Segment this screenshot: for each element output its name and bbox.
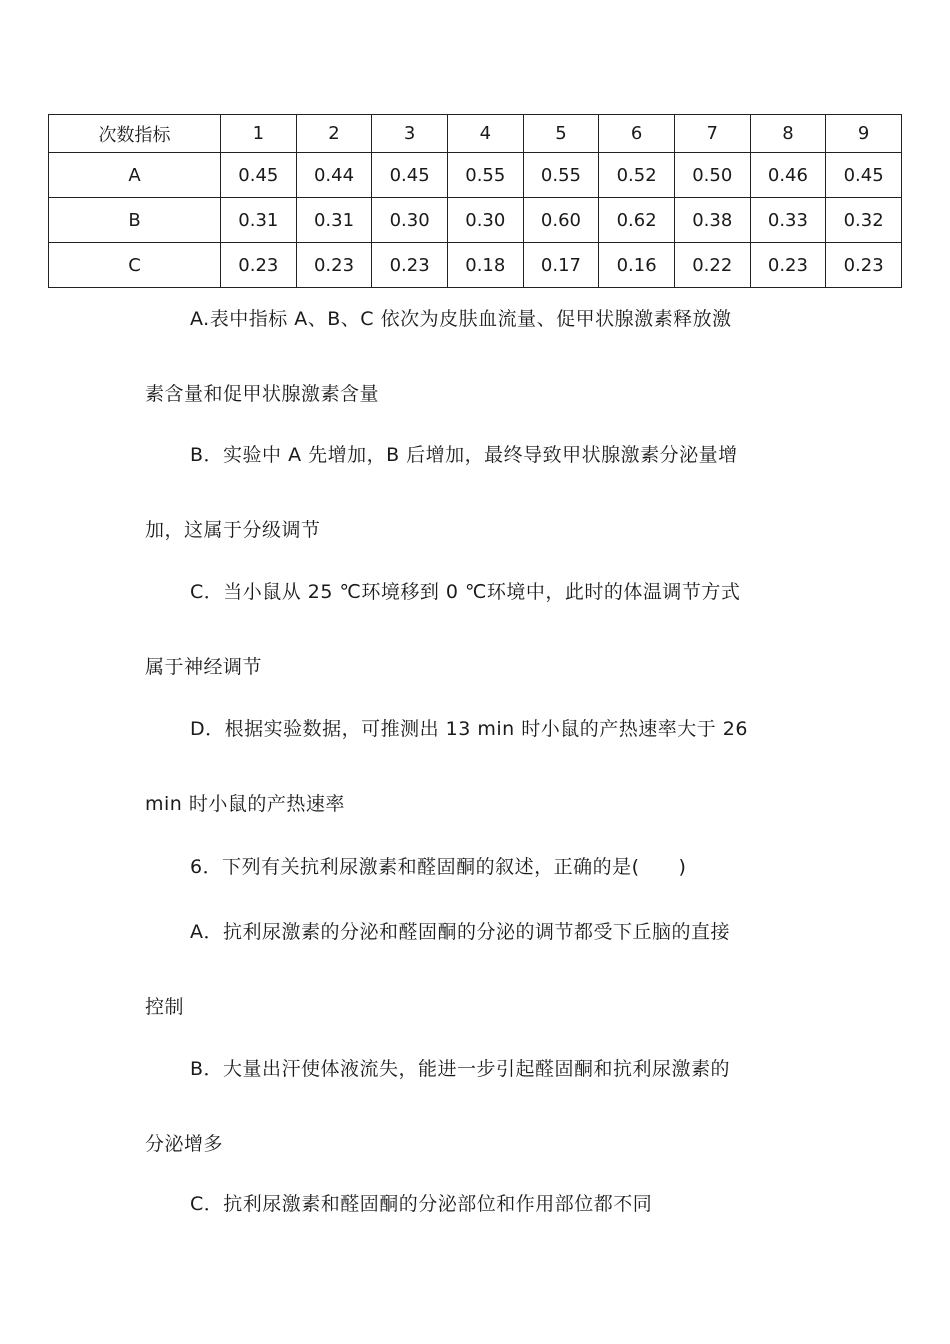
option-d-line-2: min 时小鼠的产热速率 [145, 793, 345, 815]
header-cell: 6 [599, 115, 675, 153]
table-cell: 0.30 [447, 198, 523, 243]
header-cell: 8 [750, 115, 826, 153]
row-label: A [49, 153, 221, 198]
table-cell: 0.45 [826, 153, 902, 198]
q6-option-b-line-1: B．大量出汗使体液流失，能进一步引起醛固酮和抗利尿激素的 [190, 1058, 731, 1080]
option-b-line-1: B．实验中 A 先增加，B 后增加，最终导致甲状腺激素分泌量增 [190, 444, 738, 466]
q6-option-c-line-1: C．抗利尿激素和醛固酮的分泌部位和作用部位都不同 [190, 1193, 653, 1215]
header-cell: 次数指标 [49, 115, 221, 153]
table-cell: 0.32 [826, 198, 902, 243]
question-6-stem: 6．下列有关抗利尿激素和醛固酮的叙述，正确的是( ) [190, 856, 687, 878]
header-cell: 9 [826, 115, 902, 153]
table-cell: 0.50 [674, 153, 750, 198]
option-d-line-1: D．根据实验数据，可推测出 13 min 时小鼠的产热速率大于 26 [190, 718, 748, 740]
header-cell: 7 [674, 115, 750, 153]
table-cell: 0.45 [221, 153, 297, 198]
q6-option-a-line-1: A．抗利尿激素的分泌和醛固酮的分泌的调节都受下丘脑的直接 [190, 921, 730, 943]
table-cell: 0.23 [372, 243, 448, 288]
option-c-line-1: C．当小鼠从 25 ℃环境移到 0 ℃环境中，此时的体温调节方式 [190, 581, 741, 603]
table-cell: 0.23 [221, 243, 297, 288]
header-cell: 2 [296, 115, 372, 153]
table-cell: 0.55 [447, 153, 523, 198]
option-a-line-1: A.表中指标 A、B、C 依次为皮肤血流量、促甲状腺激素释放激 [190, 308, 732, 330]
table-cell: 0.44 [296, 153, 372, 198]
table-row [49, 198, 902, 243]
table-cell: 0.52 [599, 153, 675, 198]
option-a-line-2: 素含量和促甲状腺激素含量 [145, 383, 380, 405]
row-label: C [49, 243, 221, 288]
table-cell: 0.17 [523, 243, 599, 288]
header-cell: 1 [221, 115, 297, 153]
table-cell: 0.46 [750, 153, 826, 198]
table-row [49, 153, 902, 198]
table-row [49, 243, 902, 288]
option-c-line-2: 属于神经调节 [145, 656, 263, 678]
row-label: B [49, 198, 221, 243]
table-cell: 0.31 [221, 198, 297, 243]
table-cell: 0.38 [674, 198, 750, 243]
q6-option-b-line-2: 分泌增多 [145, 1133, 224, 1155]
option-b-line-2: 加，这属于分级调节 [145, 519, 321, 541]
table-cell: 0.23 [296, 243, 372, 288]
table-cell: 0.31 [296, 198, 372, 243]
table-cell: 0.60 [523, 198, 599, 243]
data-table [48, 114, 902, 288]
header-cell: 4 [447, 115, 523, 153]
table-cell: 0.62 [599, 198, 675, 243]
q6-option-a-line-2: 控制 [145, 996, 185, 1018]
table-cell: 0.55 [523, 153, 599, 198]
table-cell: 0.16 [599, 243, 675, 288]
table-cell: 0.23 [750, 243, 826, 288]
table-cell: 0.45 [372, 153, 448, 198]
table-cell: 0.22 [674, 243, 750, 288]
header-cell: 3 [372, 115, 448, 153]
table-cell: 0.23 [826, 243, 902, 288]
table-cell: 0.30 [372, 198, 448, 243]
table-header-row [49, 115, 902, 153]
table-cell: 0.33 [750, 198, 826, 243]
header-cell: 5 [523, 115, 599, 153]
table-cell: 0.18 [447, 243, 523, 288]
